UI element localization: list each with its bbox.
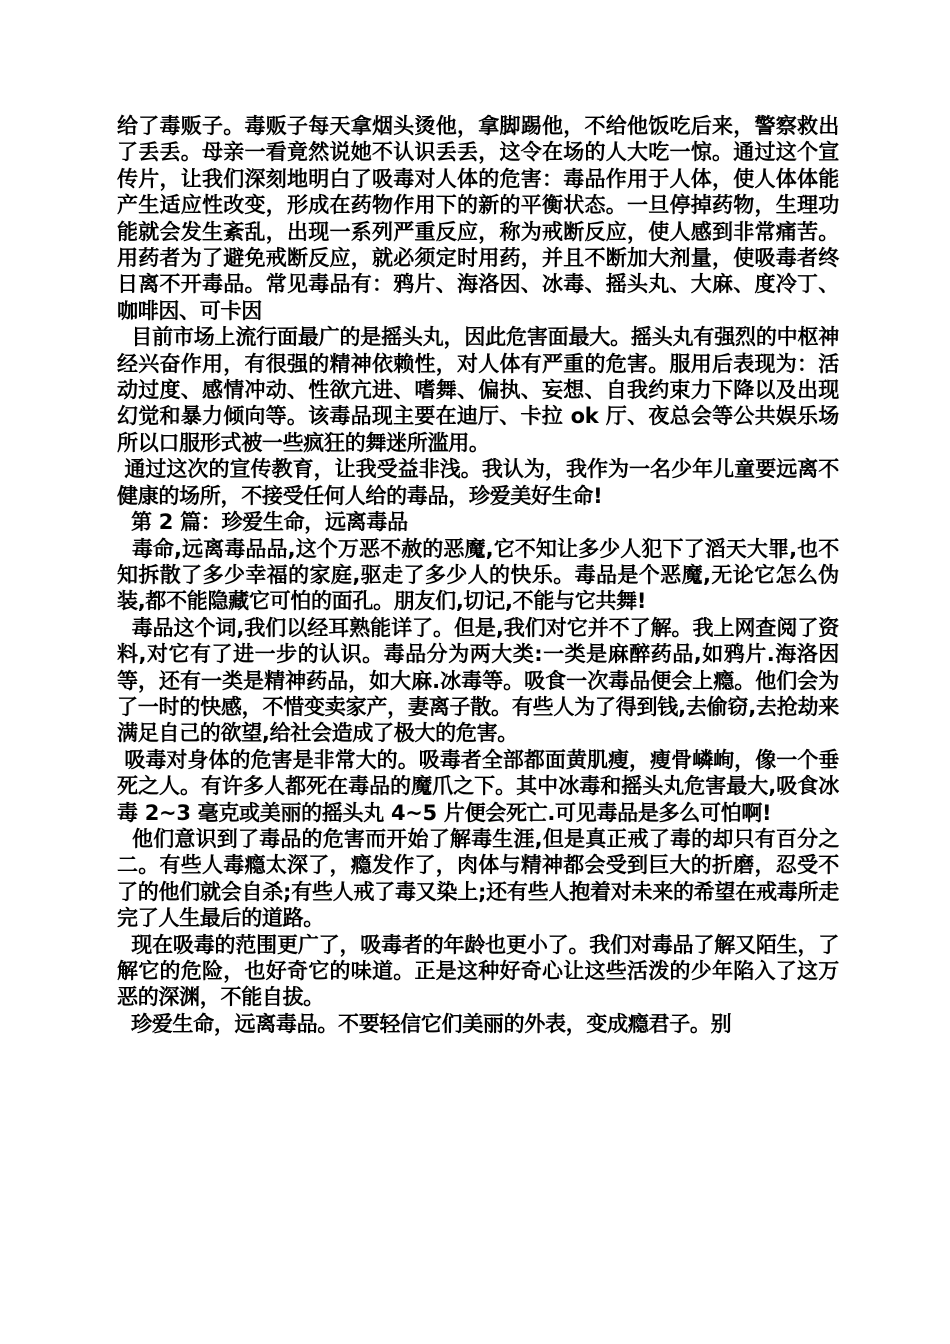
paragraph-drug-types: 毒品这个词,我们以经耳熟能详了。但是,我们对它并不了解。我上网查阅了资料,对它有了进一步的认识。毒品分为两大类:一类是麻醉药品,如鸦片.海洛因等，还有一类是精神药品，如大麻.冰毒等。吸食一次毒品便会上瘾。他们会为了一时的快感，不惜变卖家产，妻离子散。有些人为了得到钱,去偷窃,去抢劫来满足自己的欲望,给社会造成了极大的危害。 <box>117 615 840 746</box>
paragraph-drug-demon: 毒命,远离毒品品,这个万恶不赦的恶魔,它不知让多少人犯下了滔天大罪,也不知拆散了多少幸福的家庭,驱走了多少人的快乐。毒品是个恶魔,无论它怎么伪装,都不能隐藏它可怕的面孔。朋友们,切记,不能与它共舞! <box>117 536 839 614</box>
paragraph-addiction: 他们意识到了毒品的危害而开始了解毒生涯,但是真正戒了毒的却只有百分之二。有些人毒瘾太深了，瘾发作了，肉体与精神都会受到巨大的折磨，忍受不了的他们就会自杀;有些人戒了毒又染上;还有些人抱着对未来的希望在戒毒所走完了人生最后的道路。 <box>117 826 839 931</box>
document-body <box>117 113 839 1037</box>
paragraph-story-ending: 给了毒贩子。毒贩子每天拿烟头烫他，拿脚踢他，不给他饭吃后来，警察救出了丢丢。母亲一看竟然说她不认识丢丢，这令在场的人大吃一惊。通过这个宣传片，让我们深刻地明白了吸毒对人体的危害：毒品作用于人体，使人体体能产生适应性改变，形成在药物作用下的新的平衡状态。一旦停掉药物，生理功能就会发生紊乱，出现一系列严重反应，称为戒断反应，使人感到非常痛苦。用药者为了避免戒断反应，就必须定时用药，并且不断加大剂量，使吸毒者终日离不开毒品。常见毒品有：鸦片、海洛因、冰毒、摇头丸、大麻、度冷丁、咖啡因、可卡因 <box>117 114 839 323</box>
paragraph-conclusion: 珍爱生命，远离毒品。不要轻信它们美丽的外表，变成瘾君子。别 <box>117 1011 732 1036</box>
section-heading: 第 2 篇：珍爱生命，远离毒品 <box>117 510 408 535</box>
paragraph-youth: 现在吸毒的范围更广了，吸毒者的年龄也更小了。我们对毒品了解又陌生，了解它的危险，也好奇它的味道。正是这种好奇心让这些活泼的少年陷入了这万恶的深渊，不能自拔。 <box>117 932 839 1010</box>
paragraph-reflection: 通过这次的宣传教育，让我受益非浅。我认为，我作为一名少年儿童要远离不健康的场所，不接受任何人给的毒品，珍爱美好生命! <box>117 457 839 508</box>
paragraph-ecstasy: 目前市场上流行面最广的是摇头丸，因此危害面最大。摇头丸有强烈的中枢神经兴奋作用，有很强的精神依赖性，对人体有严重的危害。服用后表现为：活动过度、感情冲动、性欲亢进、嗜舞、偏执、妄想、自我约束力下降以及出现幻觉和暴力倾向等。该毒品现主要在迪厅、卡拉 ok 厅、夜总会等公共娱乐场所以口服形式被一些疯狂的舞迷所滥用。 <box>117 325 839 455</box>
paragraph-health-harm: 吸毒对身体的危害是非常大的。吸毒者全部都面黄肌瘦，瘦骨嶙峋，像一个垂死之人。有许多人都死在毒品的魔爪之下。其中冰毒和摇头丸危害最大,吸食冰毒 2~3 毫克或美丽的摇头丸 4~5 片便会死亡.可见毒品是多么可怕啊! <box>117 747 839 825</box>
